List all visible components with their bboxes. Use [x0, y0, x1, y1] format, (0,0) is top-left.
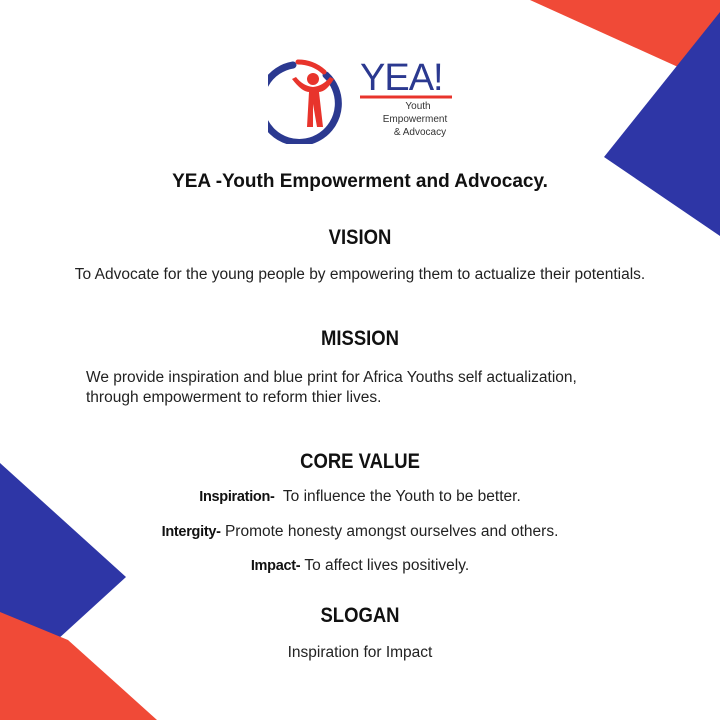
slogan-heading: SLOGAN	[320, 604, 400, 627]
core-value-integrity	[0, 523, 720, 541]
logo-ring-red-accent	[298, 62, 324, 72]
logo-wordmark: YEA!	[360, 57, 443, 99]
logo-ring-navy	[268, 65, 338, 142]
logo-line-advocacy: & Advocacy	[393, 127, 447, 138]
core-value-heading: CORE VALUE	[300, 450, 420, 473]
bottom-left-red-triangle	[0, 612, 157, 720]
mission-text	[86, 368, 686, 408]
page-title: YEA -Youth Empowerment and Advocacy.	[172, 171, 548, 192]
vision-text: To Advocate for the young people by empowering them to actualize their potentials.	[74, 266, 646, 283]
core-value-term: Impact-	[250, 558, 301, 574]
core-value-text: To affect lives positively.	[300, 557, 470, 574]
mission-line-2: through empowerment to reform thier lives.	[86, 389, 382, 406]
vision-heading: VISION	[328, 226, 392, 249]
core-value-term: Inspiration-	[199, 489, 275, 505]
logo-figure-head	[307, 73, 319, 85]
core-value-term: Intergity-	[161, 524, 221, 540]
core-value-inspiration	[0, 488, 720, 506]
mission-line-1: We provide inspiration and blue print for Africa Youths self actualization,	[86, 369, 577, 386]
logo-line-youth: Youth	[405, 101, 431, 112]
yea-logo	[268, 52, 458, 144]
mission-heading: MISSION	[320, 327, 400, 350]
slogan-text: Inspiration for Impact	[287, 644, 433, 661]
core-value-text: To influence the Youth to be better.	[274, 488, 521, 505]
logo-line-empowerment: Empowerment	[382, 114, 448, 125]
core-value-text: Promote honesty amongst ourselves and others.	[220, 523, 559, 540]
core-value-impact	[0, 557, 720, 575]
